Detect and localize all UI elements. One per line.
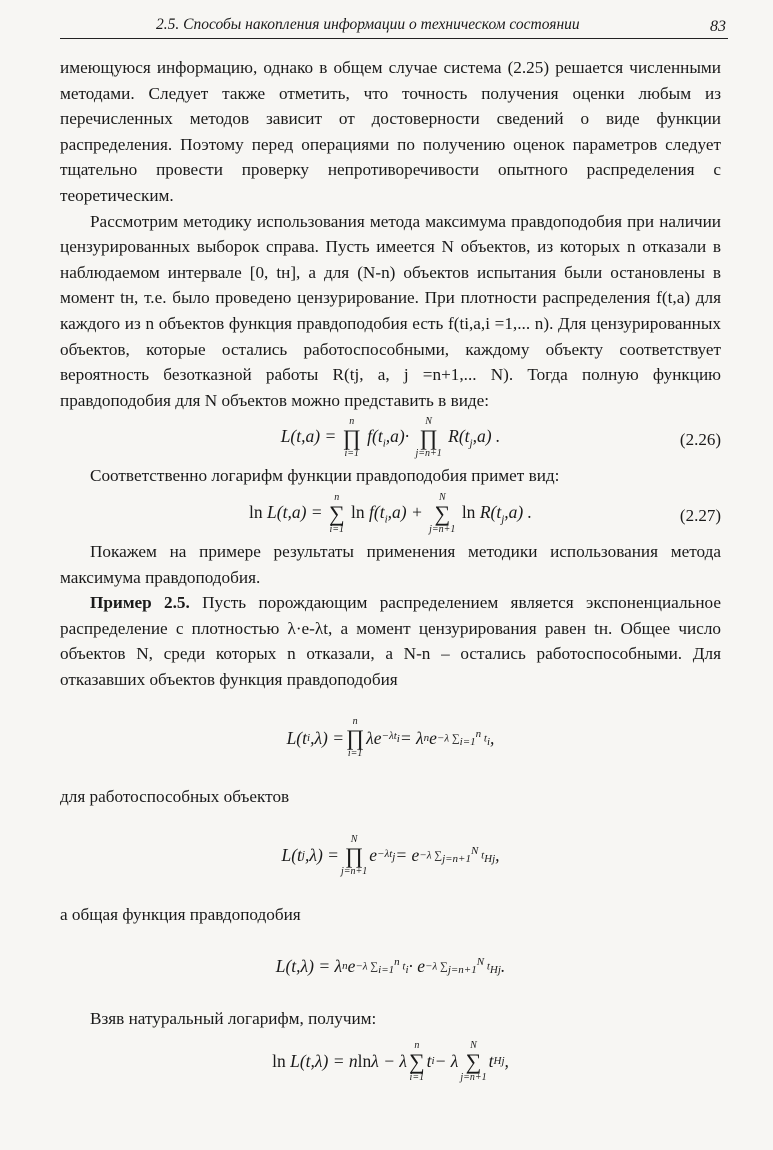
running-header-title: 2.5. Способы накопления информации о техническом состоянии xyxy=(156,16,580,33)
equation-2-27: ln L(t,a) = n ∑ i=1 $\ln f(t_i,a)$ + N ∑ j=n+1 $\ln R(t_j,a)$ . (2.27) xyxy=(249,491,721,535)
body-text xyxy=(60,55,721,1093)
paragraph-5 xyxy=(60,590,721,692)
paragraph-4: Покажем на примере результаты применения методики использования метода максимума правдоподобия. xyxy=(60,541,721,587)
likelihood-working-formula: L(t j ,λ) = N ∏ j=n+1 e $-\lambda t_j$ = e −λ $\sum_{j=n+1}^N$ $t_{Hj}$ , xyxy=(281,834,500,878)
running-header xyxy=(60,14,728,39)
paragraph-7: а общая функция правдоподобия xyxy=(60,905,301,925)
paragraph-1: имеющуюся информацию, однако в общем случае система (2.25) решается численными методами. Следует также отметить, что точность получения оценки любым из перечисленных методов зависит от достоверности сведений о виде функции распределения. Поэтому перед операциями по получению оценок параметров следует тщательно провести проверку непротиворечивости опытного распределения с теоретическим. xyxy=(60,58,721,205)
example-label: Пример 2.5. xyxy=(90,593,190,613)
paragraph-6: для работоспособных объектов xyxy=(60,787,290,807)
likelihood-total-formula: L(t,λ) = λ n e −λ $\sum_{i=1}^n$ $t_i$ · e −λ $\sum_{j=n+1}^N$ $t_{Hj}$ . xyxy=(275,955,506,976)
equation-2-26: L(t,a) = n ∏ i=1 $f(t_i,a)\cdot$ N ∏ j=n+1 $R(t_j,a)$ . (2.26) xyxy=(280,416,721,460)
page-number: 83 xyxy=(710,18,726,35)
equation-number: (2.26) xyxy=(679,430,721,450)
equation-number: (2.27) xyxy=(679,505,721,525)
likelihood-failed-formula: L(t i ,λ) = n ∏ i=1 λe $-\lambda t_i$ = λ n e −λ $\sum_{i=1}^n$ $t_i$ , xyxy=(286,716,495,760)
paragraph-3: Соответственно логарифм функции правдоподобия примет вид: xyxy=(90,466,560,486)
paragraph-2: Рассмотрим методику использования метода максимума правдоподобия при наличии цензурированных выборок справа. Пусть имеется N объектов, из которых n отказали в наблюдаемом интервале [0, tн], а для (N-n) объектов испытания были остановлены в момент tн, т.е. было проведено цензурирование. При плотности распределения f(t,a) для каждого из n объектов функция правдоподобия есть f(ti,a,i =1,... n). Для цензурированных объектов, которые остались работоспособными, каждому объекту соответствует вероятность безотказной работы R(tj, a, j =n+1,... N). Тогда полную функцию правдоподобия для N объектов можно представить в виде: xyxy=(60,211,721,410)
paragraph-8: Взяв натуральный логарифм, получим: xyxy=(90,1008,377,1028)
log-likelihood-formula: ln L(t,λ) = n ln λ − λ n ∑ i=1 t i − λ N ∑ j=n+1 t Hj , xyxy=(272,1040,509,1084)
example-text: Пусть порождающим распределением является экспоненциальное распределение с плотностью λ·e-λt, а момент цензурирования равен tн. Общее число объектов N, среди которых n отказали, а N-n – остались работоспособными. Для отказавших объектов функция правдоподобия xyxy=(60,593,721,689)
